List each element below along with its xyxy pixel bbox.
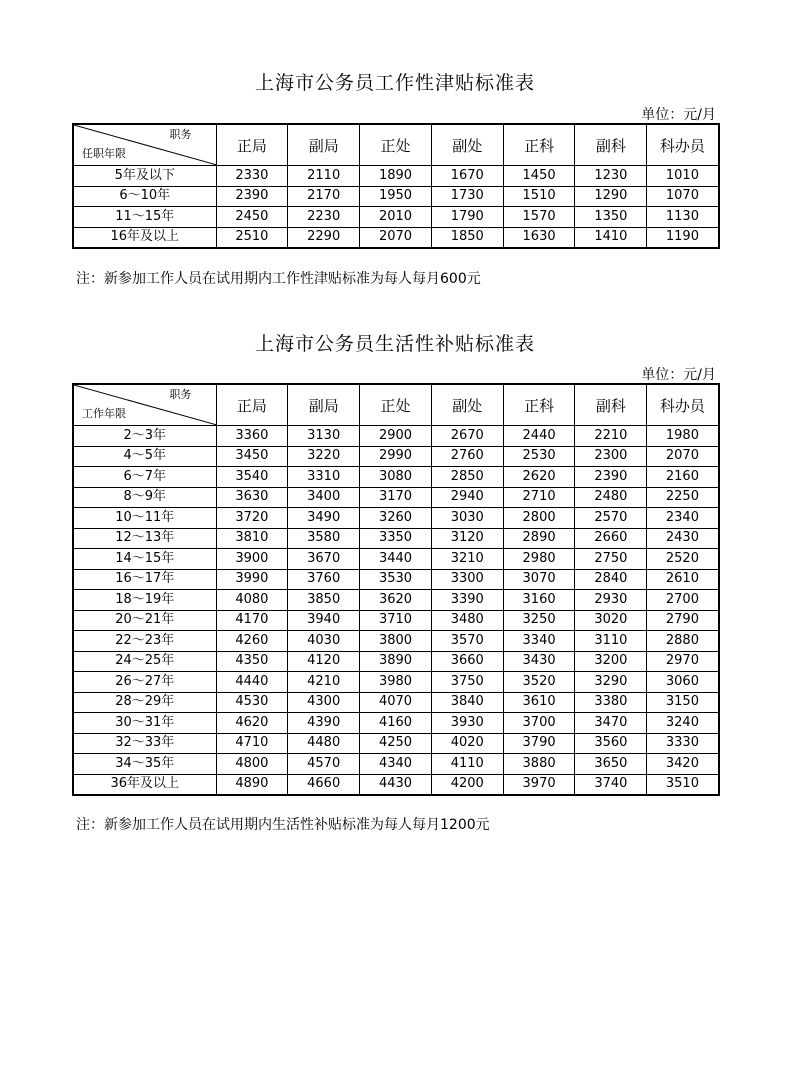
table-cell: 2570	[575, 508, 647, 529]
table-row	[73, 446, 719, 467]
row-label: 28～29年	[73, 692, 216, 713]
table-cell: 3350	[360, 528, 432, 549]
table-cell: 3220	[288, 446, 360, 467]
table-cell: 3800	[360, 631, 432, 652]
table-cell: 1630	[503, 227, 575, 248]
table-cell: 1950	[360, 186, 432, 207]
table-cell: 3030	[431, 508, 503, 529]
table-cell: 2070	[360, 227, 432, 248]
table-cell: 3940	[288, 610, 360, 631]
table-cell: 3080	[360, 467, 432, 488]
column-header: 正局	[216, 124, 288, 166]
table-cell: 3470	[575, 713, 647, 734]
table-cell: 2440	[503, 426, 575, 447]
table1-header-row	[73, 124, 719, 166]
table-cell: 1510	[503, 186, 575, 207]
table-cell: 2790	[647, 610, 719, 631]
table-row	[73, 549, 719, 570]
row-label: 14～15年	[73, 549, 216, 570]
table-cell: 3110	[575, 631, 647, 652]
table-cell: 4120	[288, 651, 360, 672]
table-row	[73, 528, 719, 549]
column-header: 正处	[360, 124, 432, 166]
table-cell: 3540	[216, 467, 288, 488]
table-cell: 3160	[503, 590, 575, 611]
table-cell: 1450	[503, 166, 575, 187]
table-row	[73, 692, 719, 713]
table-cell: 3760	[288, 569, 360, 590]
table-cell: 1350	[575, 207, 647, 228]
table-cell: 3510	[647, 774, 719, 795]
table-cell: 3880	[503, 754, 575, 775]
table-row	[73, 590, 719, 611]
column-header: 副局	[288, 124, 360, 166]
table-cell: 4200	[431, 774, 503, 795]
table-cell: 3570	[431, 631, 503, 652]
table-cell: 4440	[216, 672, 288, 693]
table-cell: 3580	[288, 528, 360, 549]
table-row	[73, 186, 719, 207]
table1-title: 上海市公务员工作性津贴标准表	[254, 72, 535, 94]
table-cell: 1130	[647, 207, 719, 228]
row-label: 11～15年	[73, 207, 216, 228]
table-cell: 4800	[216, 754, 288, 775]
table-cell: 3020	[575, 610, 647, 631]
table-cell: 2290	[288, 227, 360, 248]
table-cell: 3560	[575, 733, 647, 754]
table-cell: 3700	[503, 713, 575, 734]
table-cell: 3300	[431, 569, 503, 590]
table-cell: 4620	[216, 713, 288, 734]
table-cell: 3130	[288, 426, 360, 447]
table-cell: 4390	[288, 713, 360, 734]
table-row	[73, 207, 719, 228]
table-cell: 2110	[288, 166, 360, 187]
table-cell: 3120	[431, 528, 503, 549]
table-row	[73, 426, 719, 447]
table-cell: 4660	[288, 774, 360, 795]
table2-title: 上海市公务员生活性补贴标准表	[254, 333, 535, 355]
table-cell: 3060	[647, 672, 719, 693]
table-cell: 3610	[503, 692, 575, 713]
table-cell: 3340	[503, 631, 575, 652]
table-cell: 2620	[503, 467, 575, 488]
table-cell: 4030	[288, 631, 360, 652]
row-label: 22～23年	[73, 631, 216, 652]
column-header: 科办员	[647, 384, 719, 426]
table-cell: 3620	[360, 590, 432, 611]
table-cell: 2700	[647, 590, 719, 611]
table-cell: 3990	[216, 569, 288, 590]
column-header: 副处	[431, 384, 503, 426]
table-cell: 1980	[647, 426, 719, 447]
table-row	[73, 754, 719, 775]
table-row	[73, 227, 719, 248]
row-label: 6～7年	[73, 467, 216, 488]
table2-corner-cell	[73, 384, 216, 426]
table-cell: 2880	[647, 631, 719, 652]
table-cell: 4260	[216, 631, 288, 652]
column-header: 副处	[431, 124, 503, 166]
table-cell: 2970	[647, 651, 719, 672]
column-header: 副局	[288, 384, 360, 426]
table-cell: 1010	[647, 166, 719, 187]
column-header: 正局	[216, 384, 288, 426]
row-label: 8～9年	[73, 487, 216, 508]
table-cell: 3530	[360, 569, 432, 590]
table-cell: 4430	[360, 774, 432, 795]
row-label: 32～33年	[73, 733, 216, 754]
table-cell: 2160	[647, 467, 719, 488]
table-cell: 3810	[216, 528, 288, 549]
table-cell: 1230	[575, 166, 647, 187]
table-row	[73, 774, 719, 795]
table-cell: 3900	[216, 549, 288, 570]
table-cell: 3710	[360, 610, 432, 631]
table-cell: 3380	[575, 692, 647, 713]
table-cell: 4020	[431, 733, 503, 754]
row-label: 16～17年	[73, 569, 216, 590]
table-cell: 3740	[575, 774, 647, 795]
table-cell: 4210	[288, 672, 360, 693]
table1-unit-label: 单位：元/月	[641, 107, 716, 123]
table-cell: 4160	[360, 713, 432, 734]
table-cell: 2800	[503, 508, 575, 529]
table-cell: 2980	[503, 549, 575, 570]
table-cell: 3890	[360, 651, 432, 672]
table-cell: 4080	[216, 590, 288, 611]
table2-note: 注：新参加工作人员在试用期内生活性补贴标准为每人每月1200元	[76, 817, 490, 833]
table-cell: 2840	[575, 569, 647, 590]
row-label: 36年及以上	[73, 774, 216, 795]
table-cell: 3290	[575, 672, 647, 693]
table-cell: 3390	[431, 590, 503, 611]
table-cell: 2890	[503, 528, 575, 549]
table-cell: 4300	[288, 692, 360, 713]
table-cell: 2300	[575, 446, 647, 467]
table1-note: 注：新参加工作人员在试用期内工作性津贴标准为每人每月600元	[76, 271, 481, 287]
table-cell: 2610	[647, 569, 719, 590]
table1-corner-cell	[73, 124, 216, 166]
table-cell: 1790	[431, 207, 503, 228]
table-row	[73, 508, 719, 529]
table-row	[73, 467, 719, 488]
corner-label-position: 职务	[169, 388, 192, 401]
row-label: 10～11年	[73, 508, 216, 529]
table-cell: 3430	[503, 651, 575, 672]
table-cell: 1190	[647, 227, 719, 248]
table-cell: 3250	[503, 610, 575, 631]
table-cell: 2390	[575, 467, 647, 488]
table-row	[73, 651, 719, 672]
table-cell: 3480	[431, 610, 503, 631]
column-header: 正处	[360, 384, 432, 426]
table-cell: 3520	[503, 672, 575, 693]
table-cell: 3310	[288, 467, 360, 488]
column-header: 正科	[503, 124, 575, 166]
table-cell: 2900	[360, 426, 432, 447]
table-cell: 2940	[431, 487, 503, 508]
table-cell: 4070	[360, 692, 432, 713]
table2-unit-label: 单位：元/月	[641, 367, 716, 383]
table-cell: 3490	[288, 508, 360, 529]
table-cell: 3790	[503, 733, 575, 754]
table-row	[73, 166, 719, 187]
table-cell: 4110	[431, 754, 503, 775]
table-cell: 3170	[360, 487, 432, 508]
table-cell: 3210	[431, 549, 503, 570]
table-cell: 3440	[360, 549, 432, 570]
column-header: 副科	[575, 384, 647, 426]
table-cell: 4340	[360, 754, 432, 775]
table-cell: 3360	[216, 426, 288, 447]
table-cell: 3650	[575, 754, 647, 775]
table-cell: 3630	[216, 487, 288, 508]
table-cell: 3200	[575, 651, 647, 672]
table-cell: 2170	[288, 186, 360, 207]
table-row	[73, 713, 719, 734]
table-cell: 3450	[216, 446, 288, 467]
column-header: 副科	[575, 124, 647, 166]
table-cell: 3720	[216, 508, 288, 529]
table2-header-row	[73, 384, 719, 426]
table-cell: 2450	[216, 207, 288, 228]
table-cell: 3750	[431, 672, 503, 693]
table-cell: 3980	[360, 672, 432, 693]
table-cell: 3420	[647, 754, 719, 775]
table-cell: 3240	[647, 713, 719, 734]
table-row	[73, 610, 719, 631]
table-cell: 1850	[431, 227, 503, 248]
row-label: 5年及以下	[73, 166, 216, 187]
table-cell: 3930	[431, 713, 503, 734]
row-label: 12～13年	[73, 528, 216, 549]
table-cell: 1730	[431, 186, 503, 207]
row-label: 16年及以上	[73, 227, 216, 248]
row-label: 20～21年	[73, 610, 216, 631]
row-label: 2～3年	[73, 426, 216, 447]
row-label: 26～27年	[73, 672, 216, 693]
table-cell: 2480	[575, 487, 647, 508]
table-row	[73, 631, 719, 652]
table1-work-allowance	[72, 123, 720, 249]
table-row	[73, 672, 719, 693]
table-cell: 3150	[647, 692, 719, 713]
table-cell: 4530	[216, 692, 288, 713]
table-row	[73, 733, 719, 754]
table-cell: 2230	[288, 207, 360, 228]
table-cell: 4570	[288, 754, 360, 775]
table-cell: 2850	[431, 467, 503, 488]
row-label: 24～25年	[73, 651, 216, 672]
table-cell: 4250	[360, 733, 432, 754]
table-cell: 1670	[431, 166, 503, 187]
table-row	[73, 569, 719, 590]
corner-label-tenure: 任职年限	[82, 147, 126, 160]
table-cell: 2070	[647, 446, 719, 467]
corner-label-position: 职务	[169, 128, 192, 141]
row-label: 4～5年	[73, 446, 216, 467]
table-cell: 2510	[216, 227, 288, 248]
table-cell: 3840	[431, 692, 503, 713]
table-cell: 2250	[647, 487, 719, 508]
table-cell: 3330	[647, 733, 719, 754]
table-cell: 2330	[216, 166, 288, 187]
column-header: 科办员	[647, 124, 719, 166]
table-cell: 4170	[216, 610, 288, 631]
table-cell: 3070	[503, 569, 575, 590]
table-cell: 1570	[503, 207, 575, 228]
table-cell: 2390	[216, 186, 288, 207]
table-cell: 3400	[288, 487, 360, 508]
table-cell: 1410	[575, 227, 647, 248]
table-cell: 3850	[288, 590, 360, 611]
row-label: 34～35年	[73, 754, 216, 775]
table-cell: 4350	[216, 651, 288, 672]
table-cell: 2660	[575, 528, 647, 549]
row-label: 18～19年	[73, 590, 216, 611]
table-cell: 3260	[360, 508, 432, 529]
table-cell: 1290	[575, 186, 647, 207]
table-cell: 1890	[360, 166, 432, 187]
table-cell: 3660	[431, 651, 503, 672]
table-cell: 2430	[647, 528, 719, 549]
table-row	[73, 487, 719, 508]
table-cell: 2340	[647, 508, 719, 529]
table-cell: 2930	[575, 590, 647, 611]
table2-living-subsidy	[72, 383, 720, 796]
row-label: 6～10年	[73, 186, 216, 207]
table-cell: 4480	[288, 733, 360, 754]
table-cell: 3970	[503, 774, 575, 795]
table-cell: 2990	[360, 446, 432, 467]
table-cell: 2750	[575, 549, 647, 570]
table-cell: 2520	[647, 549, 719, 570]
column-header: 正科	[503, 384, 575, 426]
corner-label-tenure: 工作年限	[82, 407, 126, 420]
table-cell: 3670	[288, 549, 360, 570]
table-cell: 2760	[431, 446, 503, 467]
table-cell: 2670	[431, 426, 503, 447]
table-cell: 1070	[647, 186, 719, 207]
table-cell: 2010	[360, 207, 432, 228]
table-cell: 2530	[503, 446, 575, 467]
table-cell: 4710	[216, 733, 288, 754]
table-cell: 2710	[503, 487, 575, 508]
row-label: 30～31年	[73, 713, 216, 734]
table-cell: 4890	[216, 774, 288, 795]
table-cell: 2210	[575, 426, 647, 447]
